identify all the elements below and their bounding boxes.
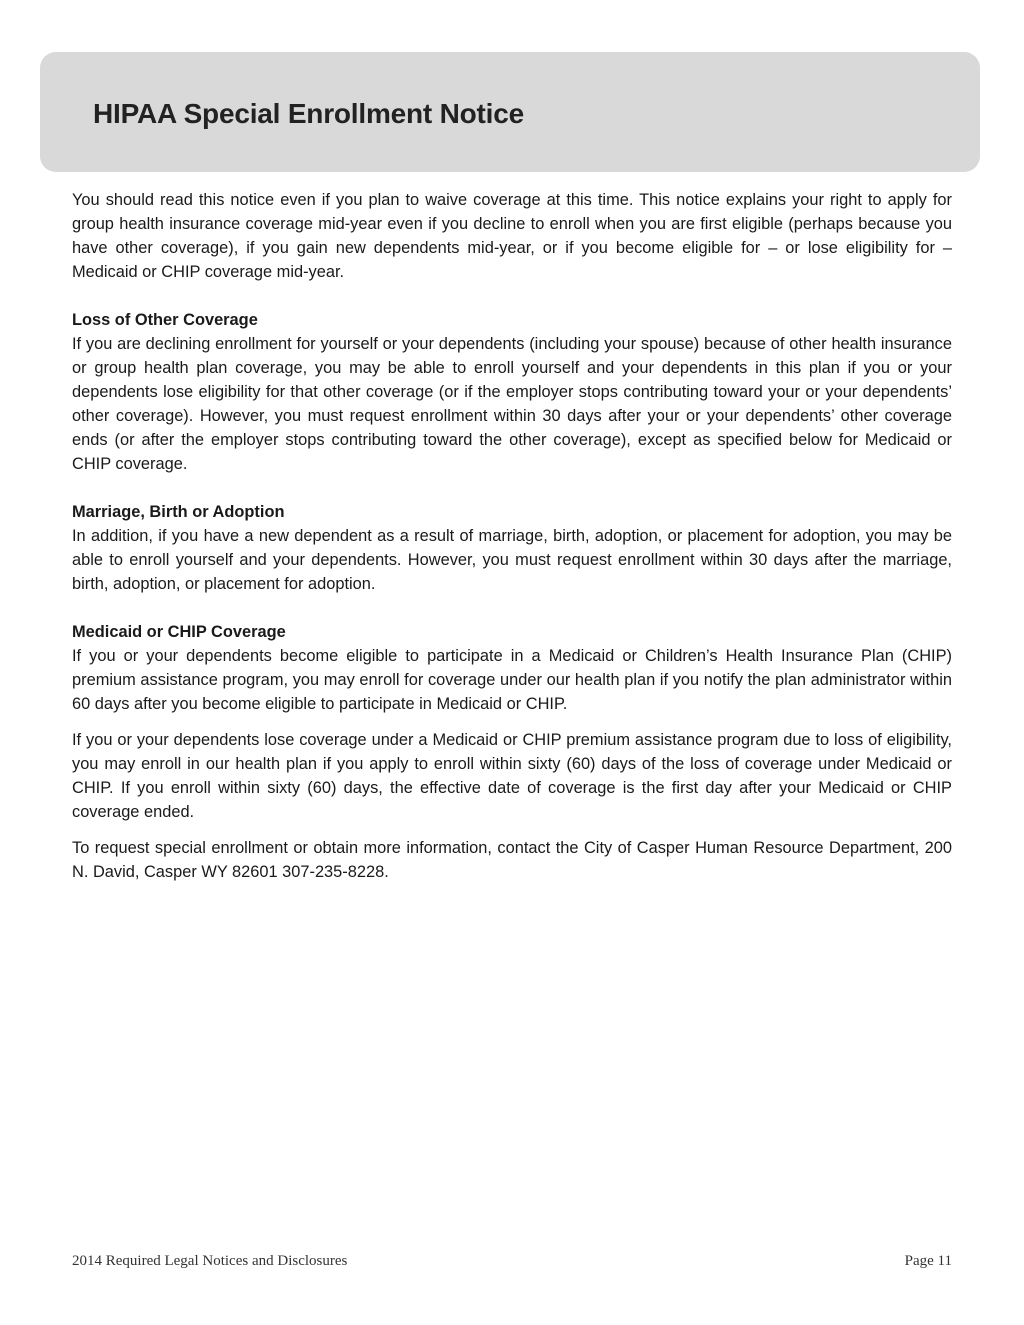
section-paragraph-medicaid-chip-eligible: If you or your dependents become eligible to participate in a Medicaid or Children’s Health Insurance Plan (CHIP) premium assistance program, you may enroll for coverage under our health plan if you notify the plan administrator within 60 days after you become eligible to participate in Medicaid or CHIP. — [72, 647, 952, 713]
section-paragraph-contact: To request special enrollment or obtain more information, contact the City of Casper Human Resource Department, 200 N. David, Casper WY 82601 307-235-8228. — [72, 839, 952, 881]
footer-document-title: 2014 Required Legal Notices and Disclosures — [72, 1253, 348, 1269]
intro-paragraph: You should read this notice even if you plan to waive coverage at this time. This notice explains your right to apply for group health insurance coverage mid-year even if you decline to enroll when you are first eligible (perhaps because you have other coverage), if you gain new dependents mid-year, or if you become eligible for – or lose eligibility for – Medicaid or CHIP coverage mid-year. — [72, 191, 952, 281]
section-heading-medicaid-chip: Medicaid or CHIP Coverage — [72, 623, 286, 641]
title-banner — [40, 52, 980, 172]
section-heading-loss-of-coverage: Loss of Other Coverage — [72, 311, 258, 329]
section-paragraph-medicaid-chip-lose: If you or your dependents lose coverage under a Medicaid or CHIP premium assistance program due to loss of eligibility, you may enroll in our health plan if you apply to enroll within sixty (60) days of the loss of coverage under Medicaid or CHIP. If you enroll within sixty (60) days, the effective date of coverage is the first day after your Medicaid or CHIP coverage ended. — [72, 731, 952, 821]
footer-page-number: Page 11 — [904, 1253, 952, 1269]
section-paragraph-loss-of-coverage: If you are declining enrollment for yourself or your dependents (including your spouse) because of other health insurance or group health plan coverage, you may be able to enroll yourself and your dependents in this plan if you or your dependents lose eligibility for that other coverage (or if the employer stops contributing toward your or your dependents’ other coverage). However, you must request enrollment within 30 days after your or your dependents’ other coverage ends (or after the employer stops contributing toward the other coverage), except as specified below for Medicaid or CHIP coverage. — [72, 335, 952, 473]
page-title: HIPAA Special Enrollment Notice — [93, 98, 524, 129]
section-paragraph-marriage-birth-adoption: In addition, if you have a new dependent as a result of marriage, birth, adoption, or placement for adoption, you may be able to enroll yourself and your dependents. However, you must request enrollment within 30 days after the marriage, birth, adoption, or placement for adoption. — [72, 527, 952, 593]
section-heading-marriage-birth-adoption: Marriage, Birth or Adoption — [72, 503, 285, 521]
notice-body — [72, 188, 952, 884]
